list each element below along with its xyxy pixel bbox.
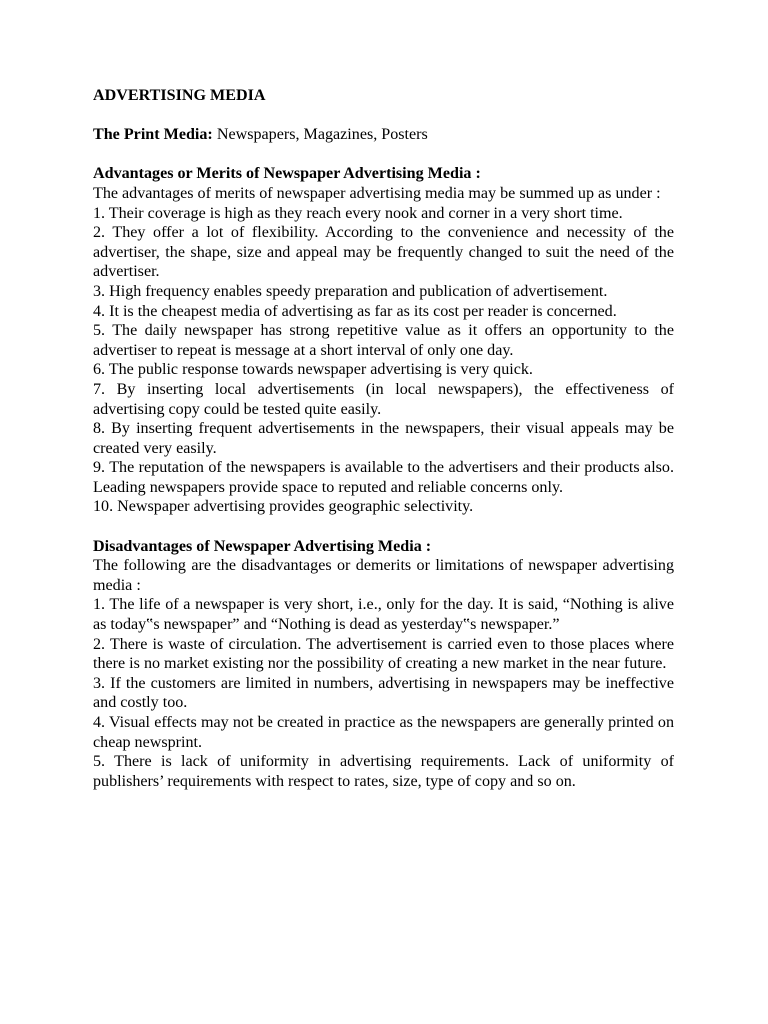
- document-title: ADVERTISING MEDIA: [93, 87, 266, 104]
- advantage-item: 3. High frequency enables speedy preparation and publication of advertisement.: [93, 282, 608, 300]
- advantage-item: 5. The daily newspaper has strong repetitive value as it offers an opportunity to the advertiser to repeat is message at a short interval of only one day.: [93, 322, 674, 359]
- advantage-item: 4. It is the cheapest media of advertising as far as its cost per reader is concerned.: [93, 302, 617, 320]
- print-media-text: Newspapers, Magazines, Posters: [212, 126, 428, 144]
- disadvantages-intro: The following are the disadvantages or demerits or limitations of newspaper advertising media :: [93, 557, 674, 594]
- print-media-label: The Print Media:: [93, 126, 213, 144]
- advantage-item: 10. Newspaper advertising provides geographic selectivity.: [93, 498, 474, 516]
- disadvantage-item: 2. There is waste of circulation. The advertisement is carried even to those places where there is no market existing nor the possibility of creating a new market in the near future.: [93, 635, 674, 673]
- advantage-item: 8. By inserting frequent advertisements in the newspapers, their visual appeals may be created very easily.: [93, 420, 674, 457]
- advantages-heading: Advantages or Merits of Newspaper Advertising Media :: [93, 165, 481, 183]
- advantage-item: 2. They offer a lot of flexibility. According to the convenience and necessity of the advertiser, the shape, size and appeal may be frequently changed to suit the need of the advertiser.: [93, 224, 674, 281]
- disadvantage-item: 1. The life of a newspaper is very short, i.e., only for the day. It is said, “Nothing is alive as today‟s newspaper” and “Nothing is dead as yesterday‟s newspaper.”: [93, 596, 674, 634]
- spacer: [93, 145, 674, 165]
- spacer: [93, 106, 674, 126]
- disadvantages-heading: Disadvantages of Newspaper Advertising Media :: [93, 537, 432, 555]
- advantage-item: 6. The public response towards newspaper advertising is very quick.: [93, 361, 533, 379]
- disadvantage-item: 5. There is lack of uniformity in advertising requirements. Lack of uniformity of publishers’ requirements with respect to rates, size, type of copy and so on.: [93, 753, 674, 790]
- spacer: [93, 517, 674, 537]
- advantages-intro: The advantages of merits of newspaper advertising media may be summed up as under :: [93, 184, 661, 202]
- advantage-item: 7. By inserting local advertisements (in local newspapers), the effectiveness of advertising copy could be tested quite easily.: [93, 380, 674, 418]
- disadvantage-item: 3. If the customers are limited in numbers, advertising in newspapers may be ineffective and costly too.: [93, 674, 674, 712]
- disadvantage-item: 4. Visual effects may not be created in practice as the newspapers are generally printed on cheap newsprint.: [93, 714, 674, 751]
- advantage-item: 1. Their coverage is high as they reach every nook and corner in a very short time.: [93, 204, 623, 222]
- advantage-item: 9. The reputation of the newspapers is available to the advertisers and their products also. Leading newspapers provide space to reputed and reliable concerns only.: [93, 459, 674, 496]
- print-media-line: [93, 125, 674, 145]
